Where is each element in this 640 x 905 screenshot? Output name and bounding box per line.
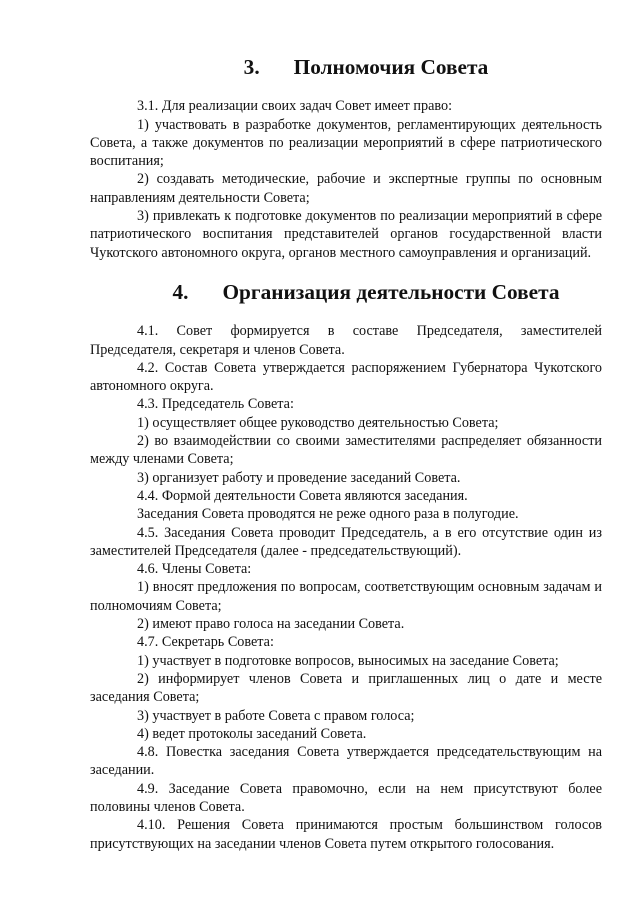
section-4-heading <box>90 279 602 304</box>
paragraph-3-1-item-2: 2) создавать методические, рабочие и экспертные группы по основным направлениям деятельности Совета; <box>90 171 602 206</box>
paragraph-4-3-item-1: 1) осуществляет общее руководство деятельностью Совета; <box>137 414 499 431</box>
paragraph-4-7-item-1: 1) участвует в подготовке вопросов, выносимых на заседание Совета; <box>137 652 559 669</box>
section-3-body <box>90 97 602 262</box>
paragraph-3-1: 3.1. Для реализации своих задач Совет имеет право: <box>137 98 453 115</box>
section-3-title: Полномочия Совета <box>293 55 489 79</box>
paragraph-4-4-note: Заседания Совета проводятся не реже одного раза в полугодие. <box>137 506 519 523</box>
paragraph-4-7-item-2: 2) информирует членов Совета и приглашенных лиц о дате и месте заседания Совета; <box>90 670 602 706</box>
paragraph-4-3-item-3: 3) организует работу и проведение заседаний Совета. <box>137 469 461 486</box>
paragraph-4-3-item-2: 2) во взаимодействии со своими заместителями распределяет обязанности между членами Совета; <box>90 433 602 468</box>
paragraph-4-7-item-4: 4) ведет протоколы заседаний Совета. <box>137 725 367 742</box>
section-3-heading <box>90 55 602 79</box>
paragraph-4-1: 4.1. Совет формируется в составе Председателя, заместителей Председателя, секретаря и членов Совета. <box>90 323 602 358</box>
section-4-title: Организация деятельности Совета <box>222 279 560 304</box>
paragraph-3-1-item-3: 3) привлекать к подготовке документов по реализации мероприятий в сфере патриотического воспитания представителей органов государственной власти Чукотского автономного округа, органов местного самоуправления и организаций. <box>90 208 602 261</box>
paragraph-3-1-item-1: 1) участвовать в разработке документов, регламентирующих деятельность Совета, а также документов по реализации мероприятий в сфере патриотического воспитания; <box>90 116 602 170</box>
paragraph-4-7-item-3: 3) участвует в работе Совета с правом голоса; <box>137 707 415 724</box>
paragraph-4-8: 4.8. Повестка заседания Совета утверждается председательствующим на заседании. <box>90 744 602 779</box>
paragraph-4-3: 4.3. Председатель Совета: <box>137 396 294 413</box>
section-4-number: 4. <box>172 279 189 304</box>
paragraph-4-4: 4.4. Формой деятельности Совета являются заседания. <box>137 487 468 504</box>
paragraph-4-9: 4.9. Заседание Совета правомочно, если на нем присутствуют более половины членов Совета. <box>90 780 602 815</box>
paragraph-4-6: 4.6. Члены Совета: <box>137 561 252 578</box>
section-4-body <box>90 322 602 853</box>
paragraph-4-2: 4.2. Состав Совета утверждается распоряжением Губернатора Чукотского автономного округа. <box>90 359 602 395</box>
paragraph-4-5: 4.5. Заседания Совета проводит Председатель, а в его отсутствие один из заместителей Председателя (далее - председательствующий). <box>90 524 602 559</box>
paragraph-4-6-item-1: 1) вносят предложения по вопросам, соответствующим основным задачам и полномочиям Совета; <box>90 579 602 614</box>
paragraph-4-7: 4.7. Секретарь Совета: <box>137 634 274 651</box>
paragraph-4-10: 4.10. Решения Совета принимаются простым большинством голосов присутствующих на заседании членов Совета путем открытого голосования. <box>90 817 602 852</box>
section-3-number: 3. <box>243 55 260 79</box>
document-page <box>90 55 602 853</box>
paragraph-4-6-item-2: 2) имеют право голоса на заседании Совета. <box>137 616 405 633</box>
